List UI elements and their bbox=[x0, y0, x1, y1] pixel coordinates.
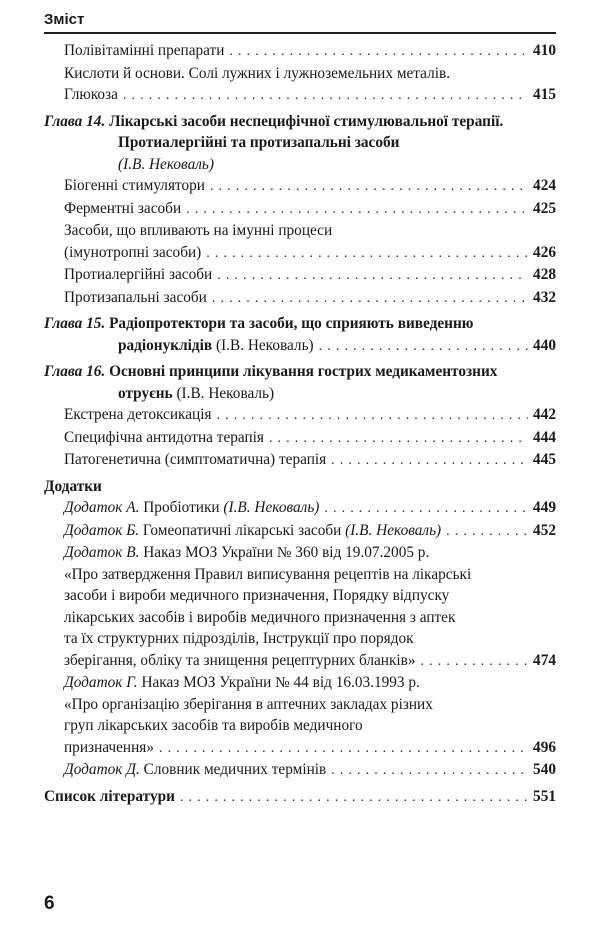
chapter-author: (І.В. Нековаль) bbox=[118, 155, 214, 173]
appendix-desc-line: засоби і вироби медичного призначення, Порядку відпуску bbox=[64, 587, 450, 604]
page-ref: 425 bbox=[533, 199, 556, 217]
page-ref: 452 bbox=[533, 521, 556, 539]
chapter-author: (І.В. Нековаль) bbox=[176, 384, 275, 402]
chapter-title-cont[interactable]: радіонуклідів (І.В. Нековаль) . . . 440 bbox=[44, 335, 556, 358]
chapter-title: Основні принципи лікування гострих медикаментозних bbox=[109, 363, 498, 380]
chapter-16-heading[interactable] bbox=[44, 361, 556, 383]
page-ref: 426 bbox=[533, 243, 556, 261]
leader-dots bbox=[123, 85, 528, 107]
leader-dots bbox=[206, 243, 528, 265]
page-ref: 474 bbox=[533, 651, 556, 669]
page-ref: 442 bbox=[533, 406, 556, 423]
page-ref: 540 bbox=[533, 761, 556, 778]
chapter-15-heading[interactable] bbox=[44, 313, 556, 335]
toc-entry[interactable]: Патогенетична (симптоматична) терапія . . . 445 bbox=[44, 449, 556, 472]
leader-dots bbox=[319, 336, 528, 358]
leader-dots bbox=[324, 498, 528, 520]
chapter-author: (І.В. Нековаль) bbox=[215, 336, 314, 354]
page-ref: 444 bbox=[533, 428, 556, 446]
page-ref: 440 bbox=[533, 336, 556, 354]
page-ref: 428 bbox=[533, 266, 556, 283]
leader-dots bbox=[446, 521, 528, 543]
toc-entry[interactable]: Полівітамінні препарати . . . 410 bbox=[44, 40, 556, 63]
leader-dots bbox=[210, 176, 528, 198]
page-number: 6 bbox=[44, 893, 55, 914]
leader-dots bbox=[331, 760, 528, 782]
appendix-desc-line: груп лікарських засобів та виробів медичного bbox=[64, 717, 363, 734]
chapter-title: Радіопротектори та засоби, що сприяють виведенню bbox=[109, 315, 474, 332]
page-ref: 415 bbox=[533, 86, 556, 103]
page-ref: 445 bbox=[533, 451, 556, 468]
appendix-desc-line: лікарських засобів і виробів медичного призначення з аптек bbox=[64, 608, 456, 626]
leader-dots bbox=[229, 41, 528, 63]
chapter-title-cont: Протиалергійні та протизапальні засоби bbox=[118, 134, 400, 151]
appendix-entry[interactable]: Додаток В. Наказ МОЗ України № 360 від 19.07.2005 р. bbox=[64, 544, 430, 561]
table-of-contents bbox=[44, 40, 556, 808]
appendix-desc-line: призначення» . . . 496 bbox=[44, 737, 556, 760]
page-ref: 424 bbox=[533, 177, 556, 194]
toc-entry[interactable]: Глюкоза . . . 415 bbox=[44, 84, 556, 107]
header-title: Зміст bbox=[44, 11, 85, 28]
page-ref: 449 bbox=[533, 499, 556, 516]
toc-entry[interactable]: Ферментні засоби . . . 425 bbox=[44, 198, 556, 221]
chapter-title-cont: отруєнь (І.В. Нековаль) bbox=[118, 384, 275, 402]
appendix-desc-line: та їх структурних підрозділів, Інструкції про порядок bbox=[64, 630, 414, 647]
chapter-title: Лікарські засоби неспецифічної стимулювальної терапії. bbox=[109, 112, 504, 130]
chapter-label: Глава 14. bbox=[44, 112, 106, 130]
appendix-desc-line: «Про затвердження Правил виписування рецептів на лікарські bbox=[64, 565, 472, 583]
leader-dots bbox=[217, 265, 528, 287]
leader-dots bbox=[331, 450, 528, 472]
leader-dots bbox=[212, 288, 528, 310]
appendix-entry[interactable]: Додаток Д. Словник медичних термінів . . . 540 bbox=[44, 759, 556, 782]
appendix-heading[interactable]: Додатки bbox=[44, 477, 102, 495]
appendix-entry[interactable]: Додаток Б. Гомеопатичні лікарські засоби (І.В. Нековаль) . . . 452 bbox=[44, 520, 556, 543]
leader-dots bbox=[421, 651, 529, 673]
toc-entry[interactable]: (імунотропні засоби) . . . 426 bbox=[44, 242, 556, 265]
toc-entry[interactable]: Засоби, що впливають на імунні процеси bbox=[64, 222, 333, 239]
page-ref: 432 bbox=[533, 288, 556, 306]
appendix-entry[interactable]: Додаток Г. Наказ МОЗ України № 44 від 16.03.1993 р. bbox=[64, 674, 420, 691]
leader-dots bbox=[217, 405, 529, 427]
leader-dots bbox=[269, 428, 528, 450]
appendix-desc-line: «Про організацію зберігання в аптечних закладах різних bbox=[64, 695, 433, 713]
running-header bbox=[44, 10, 556, 34]
appendix-desc-line: зберігання, обліку та знищення рецептурних бланків» . . . 474 bbox=[44, 650, 556, 673]
leader-dots bbox=[186, 199, 528, 221]
toc-entry[interactable]: Кислоти й основи. Солі лужних і лужноземельних металів. bbox=[64, 64, 451, 82]
leader-dots bbox=[159, 738, 528, 760]
bibliography-entry[interactable]: Список літератури . . . 551 bbox=[44, 786, 556, 809]
leader-dots bbox=[180, 787, 528, 809]
page-ref: 410 bbox=[533, 42, 556, 59]
chapter-label: Глава 15. bbox=[44, 315, 106, 332]
appendix-entry[interactable]: Додаток А. Пробіотики (І.В. Нековаль) . . . 449 bbox=[44, 497, 556, 520]
toc-entry[interactable]: Біогенні стимулятори . . . 424 bbox=[44, 175, 556, 198]
page-ref: 551 bbox=[533, 787, 556, 805]
page-ref: 496 bbox=[533, 738, 556, 756]
toc-entry[interactable]: Екстрена детоксикація . . . 442 bbox=[44, 404, 556, 427]
chapter-14-heading[interactable] bbox=[44, 111, 556, 133]
toc-entry[interactable]: Протизапальні засоби . . . 432 bbox=[44, 287, 556, 310]
chapter-label: Глава 16. bbox=[44, 363, 106, 380]
toc-entry[interactable]: Протиалергійні засоби . . . 428 bbox=[44, 264, 556, 287]
toc-entry[interactable]: Специфічна антидотна терапія . . . 444 bbox=[44, 427, 556, 450]
